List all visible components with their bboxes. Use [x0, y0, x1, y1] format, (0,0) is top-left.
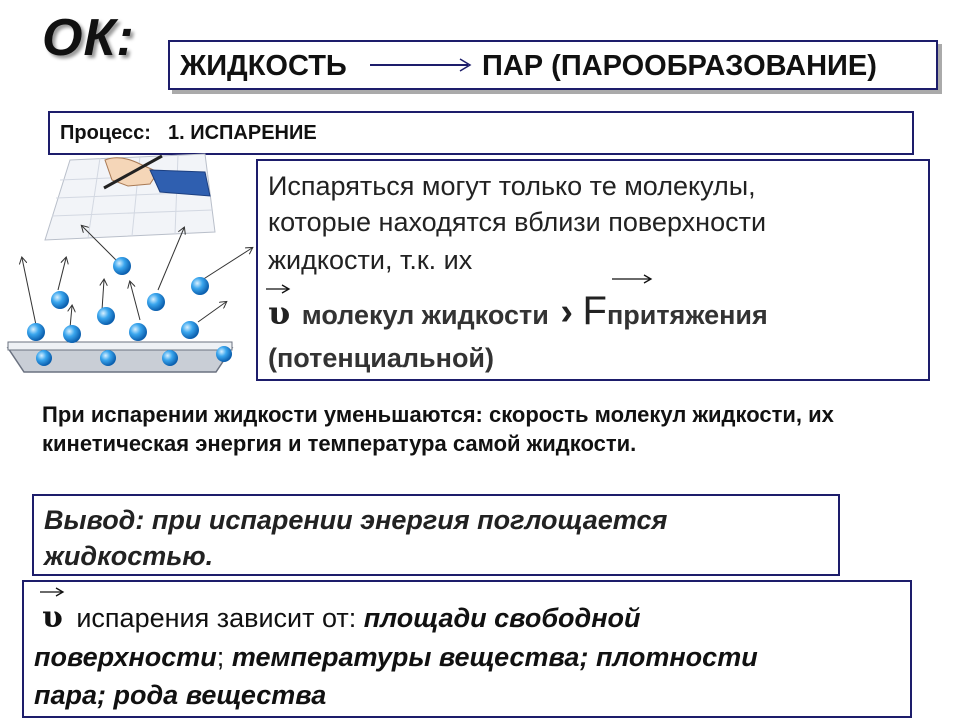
rate-part-2: поверхности	[34, 642, 217, 672]
molecules-line-5: (потенциальной)	[268, 343, 495, 373]
molecules-line-3: жидкости, т.к. их	[268, 245, 473, 275]
process-value: 1. ИСПАРЕНИЕ	[168, 122, 317, 144]
arrow-right-icon	[368, 56, 476, 74]
rate-velocity-symbol: υ	[42, 600, 63, 635]
molecules-line-4	[268, 289, 768, 334]
molecules-line-1: Испаряться могут только те молекулы,	[268, 171, 756, 201]
molecules-box	[256, 159, 930, 381]
rate-line-3	[34, 680, 326, 711]
vector-arrow-icon	[610, 273, 656, 285]
process-label: Процесс:	[60, 122, 151, 144]
evaporation-illustration	[0, 150, 256, 390]
molecules-line-2: которые находятся вблизи поверхности	[268, 207, 767, 237]
hand-writing-icon	[45, 154, 215, 240]
conclusion-box	[32, 494, 840, 576]
rate-prefix: испарения зависит от:	[76, 603, 357, 633]
rate-box	[22, 580, 912, 718]
rate-part-1: площади свободной	[363, 603, 641, 633]
evaporation-paragraph: При испарении жидкости уменьшаются: скорость молекул жидкости, их кинетическая энергия и температура самой жидкости.	[42, 402, 834, 456]
rate-separator: ;	[216, 642, 225, 672]
force-subscript: притяжения	[606, 300, 768, 330]
molecules-line-4-middle: молекул жидкости	[301, 300, 549, 330]
rate-part-4: пара; рода вещества	[34, 680, 327, 710]
greater-than-symbol: ›	[560, 291, 573, 333]
molecule-arrows	[22, 226, 252, 328]
transition-to: ПАР (ПАРООБРАЗОВАНИЕ)	[482, 50, 877, 82]
transition-from: ЖИДКОСТЬ	[180, 50, 347, 82]
rate-line-2	[34, 642, 758, 673]
velocity-symbol: υ	[268, 294, 291, 332]
vector-arrow-icon	[38, 586, 68, 598]
rate-part-3: температуры вещества; плотности	[231, 642, 758, 672]
process-box	[48, 111, 914, 155]
rate-line-1	[42, 600, 641, 635]
conclusion-text: Вывод: при испарении энергия поглощается жидкостью.	[44, 505, 668, 571]
ok-title: ОК:	[42, 9, 135, 67]
force-symbol: F	[582, 289, 607, 333]
transition-box	[168, 40, 938, 90]
